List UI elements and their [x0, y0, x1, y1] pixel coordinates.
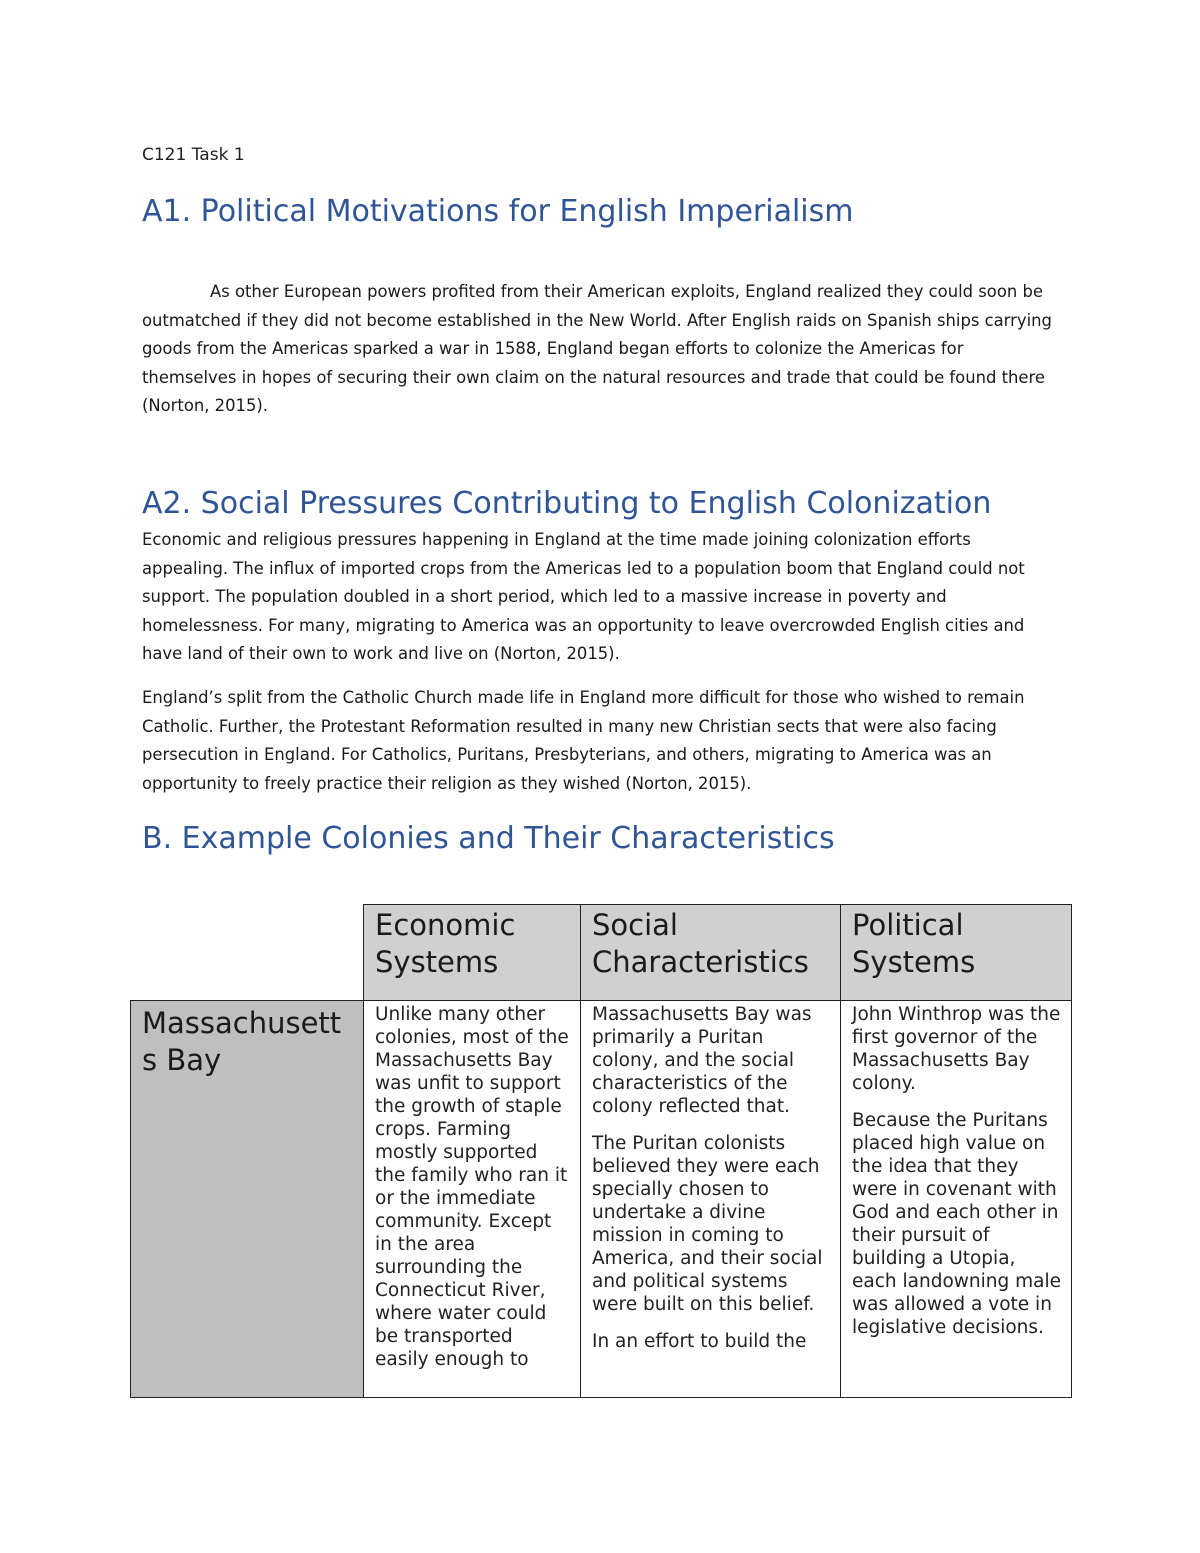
cell-paragraph: Massachusetts Bay was primarily a Puritan colony, and the social characteristics of the colony reflected that.	[592, 1004, 812, 1117]
cell-paragraph: Unlike many other colonies, most of the Massachusetts Bay was unfit to support the growth of staple crops. Farming mostly supported the family who ran it or the immediate community. Except in the area surrounding the Connecticut River, where water could be transported easily enough to	[375, 1004, 569, 1370]
table-header-row	[131, 905, 1072, 1001]
cell-paragraph: John Winthrop was the first governor of the Massachusetts Bay colony.	[852, 1004, 1061, 1094]
colonies-table	[130, 904, 1072, 1398]
cell-social	[581, 1001, 841, 1398]
column-header-economic: Economic Systems	[364, 905, 581, 1001]
heading-a1: A1. Political Motivations for English Imperialism	[142, 194, 854, 229]
paragraph-a2-religious: England’s split from the Catholic Church made life in England more difficult for those who wished to remain Catholic. Further, the Protestant Reformation resulted in many new Christian sects that were also facing persecution in England. For Catholics, Puritans, Presbyterians, and others, migrating to America was an opportunity to freely practice their religion as they wished (Norton, 2015).	[142, 688, 1025, 793]
cell-paragraph: In an effort to build the	[592, 1331, 807, 1352]
document-label: C121 Task 1	[142, 145, 245, 165]
paragraph-a2-economic: Economic and religious pressures happening in England at the time made joining colonization efforts appealing. The influx of imported crops from the Americas led to a population boom that England could not support. The population doubled in a short period, which led to a massive increase in poverty and homelessness. For many, migrating to America was an opportunity to leave overcrowded English cities and have land of their own to work and live on (Norton, 2015).	[142, 530, 1025, 663]
cell-paragraph: Because the Puritans placed high value on the idea that they were in covenant with God and each other in their pursuit of building a Utopia, each landowning male was allowed a vote in legislative decisions.	[852, 1110, 1061, 1338]
heading-a2: A2. Social Pressures Contributing to English Colonization	[142, 486, 992, 521]
column-header-political: Political Systems	[841, 905, 1072, 1001]
table-corner-cell	[131, 905, 364, 1001]
cell-economic	[364, 1001, 581, 1398]
row-header-colony: Massachusetts Bay	[131, 1001, 364, 1398]
paragraph-a1: As other European powers profited from their American exploits, England realized they could soon be outmatched if they did not become established in the New World. After English raids on Spanish ships carrying goods from the Americas sparked a war in 1588, England began efforts to colonize the Americas for themselves in hopes of securing their own claim on the natural resources and trade that could be found there (Norton, 2015).	[142, 282, 1052, 415]
table-row	[131, 1001, 1072, 1398]
column-header-social: Social Characteristics	[581, 905, 841, 1001]
heading-b: B. Example Colonies and Their Characteristics	[142, 821, 835, 856]
cell-paragraph: The Puritan colonists believed they were each specially chosen to undertake a divine mission in coming to America, and their social and political systems were built on this belief.	[592, 1133, 823, 1315]
cell-political	[841, 1001, 1072, 1398]
